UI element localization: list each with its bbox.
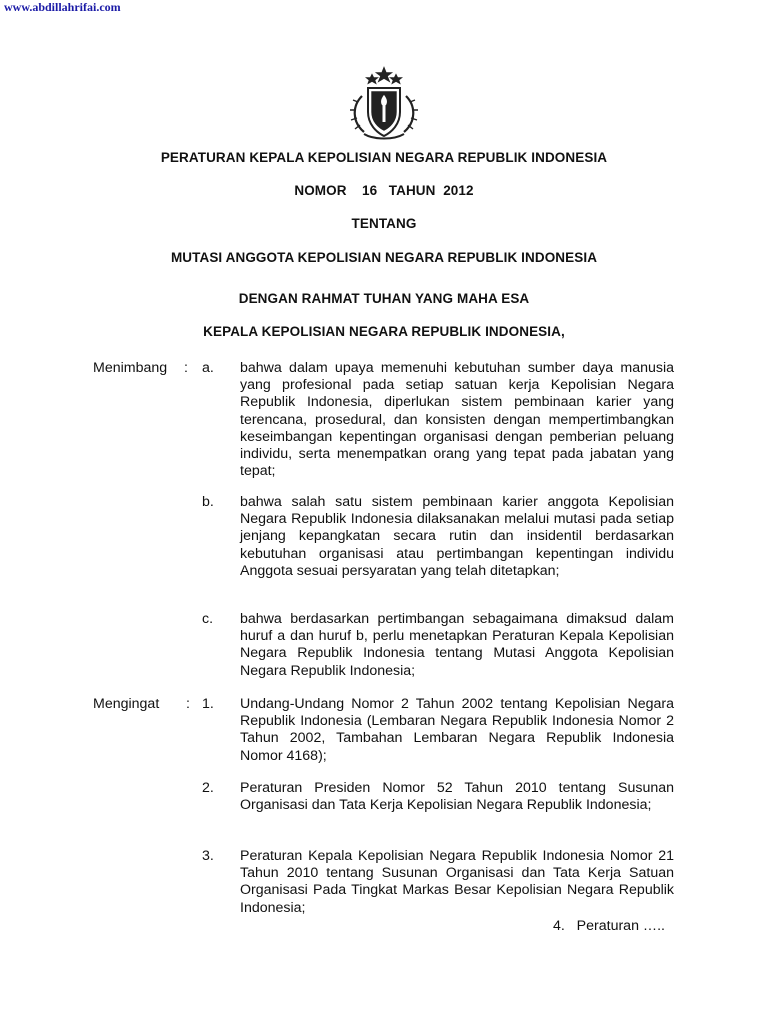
regulation-title: PERATURAN KEPALA KEPOLISIAN NEGARA REPUBLIK INDONESIA bbox=[160, 150, 608, 165]
menimbang-label: Menimbang bbox=[93, 360, 168, 376]
menimbang-item-text: bahwa salah satu sistem pembinaan karier anggota Kepolisian Negara Republik Indonesia dilaksanakan melalui mutasi pada setiap jenjang kepangkatan secara rutin dan insidentil berdasarkan kebutuhan organisasi atau pertimbangan kepentingan individu Anggota sesuai persyaratan yang telah ditetapkan; bbox=[240, 494, 674, 579]
regulation-subject: MUTASI ANGGOTA KEPOLISIAN NEGARA REPUBLIK INDONESIA bbox=[170, 250, 598, 265]
mengingat-item-text: Peraturan Kepala Kepolisian Negara Republik Indonesia Nomor 21 Tahun 2010 tentang Susunan Organisasi dan Tata Kerja Satuan Organisasi Pada Tingkat Markas Besar Kepolisian Negara Republik Indonesia; bbox=[240, 848, 674, 916]
watermark-link[interactable]: www.abdillahrifai.com bbox=[4, 0, 121, 14]
regulation-number: NOMOR 16 TAHUN 2012 bbox=[294, 183, 474, 198]
police-emblem-icon bbox=[340, 66, 428, 142]
mengingat-colon: : bbox=[186, 696, 190, 712]
menimbang-item-text: bahwa dalam upaya memenuhi kebutuhan sumber daya manusia yang profesional pada setiap satuan kerja Kepolisian Negara Republik Indonesia, diperlukan sistem pembinaan karier yang terencana, prosedural, dan konsisten dengan mempertimbangkan keseimbangan kepentingan organisasi dengan pemberian peluang individu, serta menempatkan orang yang tepat pada jabatan yang tepat; bbox=[240, 360, 674, 480]
about-label: TENTANG bbox=[351, 216, 417, 231]
menimbang-item-text: bahwa berdasarkan pertimbangan sebagaimana dimaksud dalam huruf a dan huruf b, perlu menetapkan Peraturan Kepala Kepolisian Negara Republik Indonesia tentang Mutasi Anggota Kepolisian Negara Republik Indonesia; bbox=[240, 611, 674, 679]
mengingat-item-text: Peraturan Presiden Nomor 52 Tahun 2010 tentang Susunan Organisasi dan Tata Kerja Kepolisian Negara Republik Indonesia; bbox=[240, 780, 674, 814]
mengingat-item-text: Undang-Undang Nomor 2 Tahun 2002 tentang Kepolisian Negara Republik Indonesia (Lembaran Negara Republik Indonesia Nomor 2 Tahun 2002, Tambahan Lembaran Negara Republik Indonesia Nomor 4168); bbox=[240, 696, 674, 764]
authority-line: KEPALA KEPOLISIAN NEGARA REPUBLIK INDONESIA, bbox=[203, 324, 565, 339]
mengingat-item-marker: 2. bbox=[202, 780, 214, 796]
menimbang-item-marker: a. bbox=[202, 360, 214, 376]
continuation-reference: 4. Peraturan ….. bbox=[553, 918, 665, 934]
blessing-line: DENGAN RAHMAT TUHAN YANG MAHA ESA bbox=[238, 291, 530, 306]
menimbang-item-marker: c. bbox=[202, 611, 214, 627]
mengingat-item-marker: 3. bbox=[202, 848, 214, 864]
mengingat-label: Mengingat bbox=[93, 696, 160, 712]
menimbang-colon: : bbox=[184, 360, 188, 376]
mengingat-item-marker: 1. bbox=[202, 696, 214, 712]
menimbang-item-marker: b. bbox=[202, 494, 214, 510]
